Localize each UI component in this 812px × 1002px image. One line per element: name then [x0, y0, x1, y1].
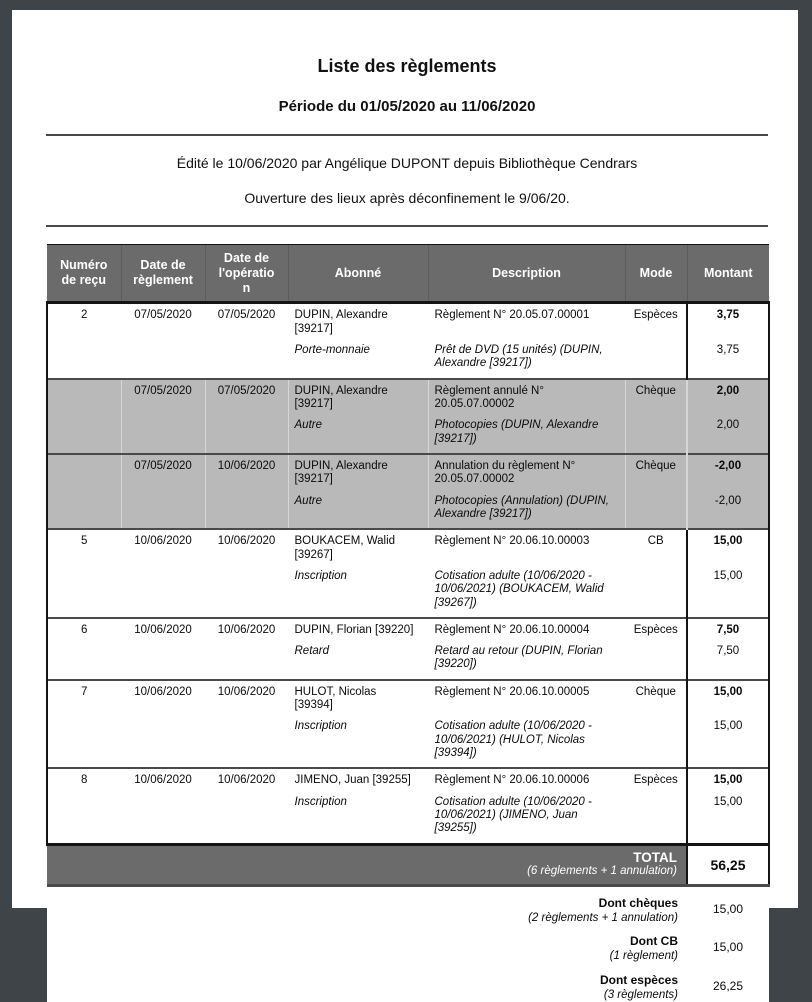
- detail-amount-cell: 15,00: [687, 788, 769, 844]
- total-label-cell: [47, 844, 687, 885]
- category-cell: Autre: [288, 411, 428, 454]
- summary-note: (3 règlements): [603, 988, 678, 1001]
- table-body: [47, 303, 769, 845]
- total-note: (6 règlements + 1 annulation): [527, 865, 677, 878]
- detail-cell: Cotisation adulte (10/06/2020 - 10/06/2021) (BOUKACEM, Walid [39267]): [428, 562, 625, 618]
- payment-row-main: [47, 529, 769, 562]
- description-cell: Règlement N° 20.06.10.00004: [428, 618, 625, 637]
- total-amount: 56,25: [687, 844, 769, 885]
- payment-date-cell: 07/05/2020: [121, 454, 205, 487]
- description-cell: Règlement N° 20.05.07.00001: [428, 303, 625, 336]
- detail-amount-cell: 15,00: [687, 712, 769, 768]
- mode-cell: Espèces: [625, 768, 687, 787]
- summary-row-cheques: [47, 886, 769, 926]
- detail-cell: Retard au retour (DUPIN, Florian [39220]): [428, 637, 625, 680]
- payment-date-cell: 10/06/2020: [121, 768, 205, 787]
- empty-cell: [47, 336, 121, 379]
- amount-cell: 2,00: [687, 379, 769, 412]
- summary-label: Dont espèces: [599, 972, 678, 987]
- amount-cell: 3,75: [687, 303, 769, 336]
- summary-row-cb: [47, 925, 769, 963]
- total-row: [47, 844, 769, 885]
- subscriber-cell: DUPIN, Florian [39220]: [288, 618, 428, 637]
- receipt-number-cell: 6: [47, 618, 121, 637]
- receipt-number-cell: 8: [47, 768, 121, 787]
- empty-cell: [205, 411, 288, 454]
- header-subscriber: Abonné: [288, 245, 428, 303]
- description-cell: Règlement N° 20.06.10.00005: [428, 680, 625, 713]
- description-cell: Annulation du règlement N° 20.05.07.00002: [428, 454, 625, 487]
- receipt-number-cell: 7: [47, 680, 121, 713]
- summary-label: Dont CB: [630, 934, 678, 949]
- header-operation-date: Date de l'opératio n: [205, 245, 288, 303]
- category-cell: Retard: [288, 637, 428, 680]
- empty-cell: [121, 487, 205, 530]
- category-cell: Inscription: [288, 788, 428, 844]
- amount-cell: 7,50: [687, 618, 769, 637]
- empty-cell: [625, 637, 687, 680]
- summary-row-especes: [47, 964, 769, 1002]
- page-title: Liste des règlements: [317, 56, 497, 76]
- category-cell: Autre: [288, 487, 428, 530]
- summary-note: (2 règlements + 1 annulation): [528, 912, 678, 925]
- empty-cell: [121, 788, 205, 844]
- payment-date-cell: 10/06/2020: [121, 618, 205, 637]
- payment-date-cell: 07/05/2020: [121, 303, 205, 336]
- detail-amount-cell: 2,00: [687, 411, 769, 454]
- empty-cell: [121, 336, 205, 379]
- subscriber-cell: DUPIN, Alexandre [39217]: [288, 454, 428, 487]
- payment-row-detail: [47, 487, 769, 530]
- divider: [46, 225, 768, 227]
- total-label: TOTAL: [633, 849, 677, 865]
- summary-label: Dont chèques: [598, 896, 678, 911]
- subscriber-cell: DUPIN, Alexandre [39217]: [288, 379, 428, 412]
- mode-cell: CB: [625, 529, 687, 562]
- summary-label-cell: [47, 925, 687, 963]
- category-cell: Porte-monnaie: [288, 336, 428, 379]
- mode-cell: Espèces: [625, 303, 687, 336]
- summary-label-cell: [47, 886, 687, 926]
- detail-amount-cell: 15,00: [687, 562, 769, 618]
- empty-cell: [205, 487, 288, 530]
- operation-date-cell: 10/06/2020: [205, 768, 288, 787]
- summary-amount: 26,25: [687, 964, 769, 1002]
- header-receipt-number: Numéro de reçu: [47, 245, 121, 303]
- empty-cell: [47, 637, 121, 680]
- amount-cell: 15,00: [687, 529, 769, 562]
- payment-row-main: [47, 379, 769, 412]
- empty-cell: [205, 788, 288, 844]
- operation-date-cell: 07/05/2020: [205, 303, 288, 336]
- empty-cell: [47, 562, 121, 618]
- note-line: Ouverture des lieux après déconfinement le 9/06/20.: [244, 190, 570, 206]
- subscriber-cell: DUPIN, Alexandre [39217]: [288, 303, 428, 336]
- detail-cell: Cotisation adulte (10/06/2020 - 10/06/2021) (HULOT, Nicolas [39394]): [428, 712, 625, 768]
- mode-cell: Espèces: [625, 618, 687, 637]
- empty-cell: [47, 712, 121, 768]
- subscriber-cell: HULOT, Nicolas [39394]: [288, 680, 428, 713]
- header-mode: Mode: [625, 245, 687, 303]
- empty-cell: [205, 336, 288, 379]
- empty-cell: [121, 637, 205, 680]
- operation-date-cell: 10/06/2020: [205, 454, 288, 487]
- empty-cell: [121, 562, 205, 618]
- empty-cell: [625, 788, 687, 844]
- receipt-number-cell: 2: [47, 303, 121, 336]
- empty-cell: [121, 411, 205, 454]
- table-header: [47, 245, 769, 303]
- empty-cell: [121, 712, 205, 768]
- payment-row-detail: [47, 637, 769, 680]
- payment-row-detail: [47, 336, 769, 379]
- payment-row-main: [47, 454, 769, 487]
- payment-date-cell: 07/05/2020: [121, 379, 205, 412]
- header-description: Description: [428, 245, 625, 303]
- subscriber-cell: JIMENO, Juan [39255]: [288, 768, 428, 787]
- amount-cell: 15,00: [687, 680, 769, 713]
- receipt-number-cell: [47, 379, 121, 412]
- total-section: [47, 844, 769, 885]
- payment-date-cell: 10/06/2020: [121, 680, 205, 713]
- mode-cell: Chèque: [625, 454, 687, 487]
- report-page: [12, 10, 798, 1001]
- mode-cell: Chèque: [625, 379, 687, 412]
- page-subtitle: Période du 01/05/2020 au 11/06/2020: [278, 98, 536, 115]
- empty-cell: [625, 712, 687, 768]
- payments-table: [46, 244, 770, 1002]
- detail-amount-cell: -2,00: [687, 487, 769, 530]
- empty-cell: [47, 487, 121, 530]
- operation-date-cell: 10/06/2020: [205, 529, 288, 562]
- detail-cell: Prêt de DVD (15 unités) (DUPIN, Alexandre [39217]): [428, 336, 625, 379]
- receipt-number-cell: [47, 454, 121, 487]
- empty-cell: [625, 411, 687, 454]
- empty-cell: [205, 637, 288, 680]
- detail-amount-cell: 7,50: [687, 637, 769, 680]
- payment-date-cell: 10/06/2020: [121, 529, 205, 562]
- edited-line: Édité le 10/06/2020 par Angélique DUPONT depuis Bibliothèque Cendrars: [176, 155, 638, 171]
- description-cell: Règlement N° 20.06.10.00003: [428, 529, 625, 562]
- category-cell: Inscription: [288, 562, 428, 618]
- mode-cell: Chèque: [625, 680, 687, 713]
- operation-date-cell: 10/06/2020: [205, 618, 288, 637]
- empty-cell: [625, 487, 687, 530]
- payment-row-detail: [47, 788, 769, 844]
- header-amount: Montant: [687, 245, 769, 303]
- divider: [46, 134, 768, 136]
- empty-cell: [47, 411, 121, 454]
- detail-cell: Photocopies (Annulation) (DUPIN, Alexandre [39217]): [428, 487, 625, 530]
- detail-cell: Photocopies (DUPIN, Alexandre [39217]): [428, 411, 625, 454]
- receipt-number-cell: 5: [47, 529, 121, 562]
- payment-row-main: [47, 618, 769, 637]
- payment-row-detail: [47, 411, 769, 454]
- payment-row-detail: [47, 712, 769, 768]
- empty-cell: [205, 712, 288, 768]
- detail-cell: Cotisation adulte (10/06/2020 - 10/06/2021) (JIMENO, Juan [39255]): [428, 788, 625, 844]
- payment-row-main: [47, 303, 769, 336]
- empty-cell: [205, 562, 288, 618]
- summary-amount: 15,00: [687, 925, 769, 963]
- empty-cell: [625, 336, 687, 379]
- summary-amount: 15,00: [687, 886, 769, 926]
- payment-row-detail: [47, 562, 769, 618]
- header-payment-date: Date de règlement: [121, 245, 205, 303]
- summary-label-cell: [47, 964, 687, 1002]
- amount-cell: 15,00: [687, 768, 769, 787]
- empty-cell: [625, 562, 687, 618]
- empty-cell: [47, 788, 121, 844]
- subscriber-cell: BOUKACEM, Walid [39267]: [288, 529, 428, 562]
- summary-section: [47, 886, 769, 1002]
- detail-amount-cell: 3,75: [687, 336, 769, 379]
- payment-row-main: [47, 680, 769, 713]
- amount-cell: -2,00: [687, 454, 769, 487]
- payment-row-main: [47, 768, 769, 787]
- operation-date-cell: 07/05/2020: [205, 379, 288, 412]
- operation-date-cell: 10/06/2020: [205, 680, 288, 713]
- description-cell: Règlement N° 20.06.10.00006: [428, 768, 625, 787]
- category-cell: Inscription: [288, 712, 428, 768]
- description-cell: Règlement annulé N° 20.05.07.00002: [428, 379, 625, 412]
- summary-note: (1 règlement): [609, 950, 678, 963]
